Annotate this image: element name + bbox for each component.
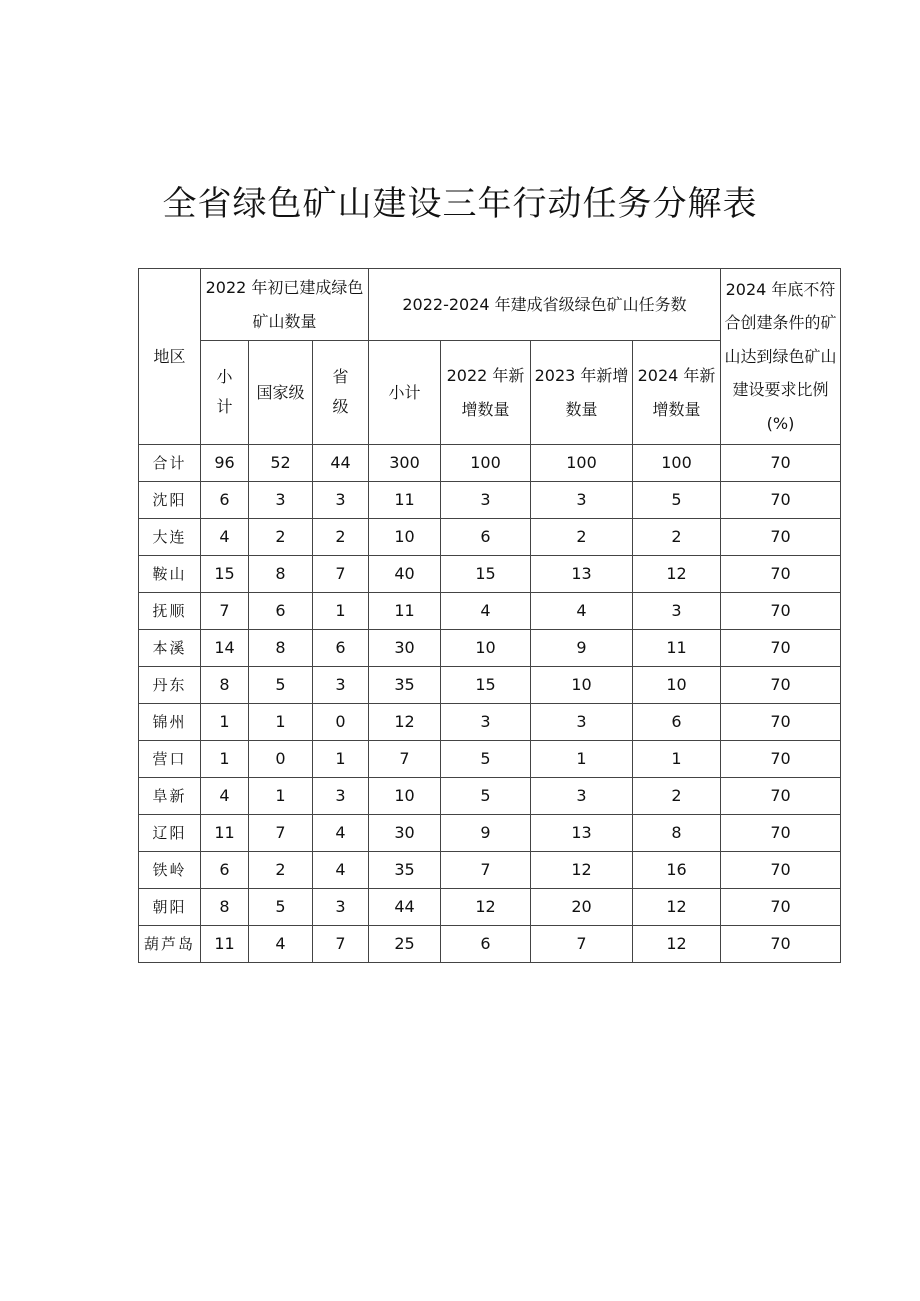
cell-region: 铁岭 <box>139 852 201 889</box>
cell-ratio: 70 <box>721 926 841 963</box>
cell-existing-subtotal: 96 <box>201 445 249 482</box>
cell-region: 锦州 <box>139 704 201 741</box>
cell-task-subtotal: 30 <box>369 815 441 852</box>
cell-region: 沈阳 <box>139 482 201 519</box>
cell-region: 合计 <box>139 445 201 482</box>
cell-provincial: 3 <box>313 667 369 704</box>
cell-provincial: 3 <box>313 889 369 926</box>
cell-task-subtotal: 35 <box>369 667 441 704</box>
cell-national: 1 <box>249 704 313 741</box>
cell-existing-subtotal: 15 <box>201 556 249 593</box>
cell-new-2024: 12 <box>633 926 721 963</box>
header-region: 地区 <box>139 269 201 445</box>
cell-existing-subtotal: 11 <box>201 815 249 852</box>
cell-new-2023: 13 <box>531 815 633 852</box>
cell-national: 2 <box>249 852 313 889</box>
cell-existing-subtotal: 1 <box>201 704 249 741</box>
cell-new-2022: 7 <box>441 852 531 889</box>
table-row <box>139 630 841 667</box>
table-row <box>139 556 841 593</box>
cell-region: 抚顺 <box>139 593 201 630</box>
cell-ratio: 70 <box>721 556 841 593</box>
header-existing-provincial <box>313 341 369 445</box>
cell-region: 丹东 <box>139 667 201 704</box>
header-existing-national: 国家级 <box>249 341 313 445</box>
table-row <box>139 667 841 704</box>
header-task-2022: 2022 年新增数量 <box>441 341 531 445</box>
cell-new-2024: 11 <box>633 630 721 667</box>
cell-existing-subtotal: 4 <box>201 778 249 815</box>
cell-national: 6 <box>249 593 313 630</box>
cell-new-2024: 12 <box>633 556 721 593</box>
cell-national: 8 <box>249 630 313 667</box>
cell-new-2024: 10 <box>633 667 721 704</box>
cell-new-2023: 13 <box>531 556 633 593</box>
cell-existing-subtotal: 11 <box>201 926 249 963</box>
task-breakdown-table <box>138 268 841 963</box>
cell-task-subtotal: 44 <box>369 889 441 926</box>
cell-national: 52 <box>249 445 313 482</box>
cell-new-2022: 12 <box>441 889 531 926</box>
cell-new-2023: 3 <box>531 778 633 815</box>
header-task-2024: 2024 年新增数量 <box>633 341 721 445</box>
cell-task-subtotal: 11 <box>369 482 441 519</box>
header-task-2023: 2023 年新增数量 <box>531 341 633 445</box>
cell-new-2024: 2 <box>633 519 721 556</box>
cell-provincial: 0 <box>313 704 369 741</box>
cell-ratio: 70 <box>721 593 841 630</box>
cell-ratio: 70 <box>721 778 841 815</box>
header-existing-provincial-label: 省级 <box>332 366 349 416</box>
cell-new-2022: 6 <box>441 926 531 963</box>
cell-task-subtotal: 30 <box>369 630 441 667</box>
table-row <box>139 445 841 482</box>
cell-new-2022: 3 <box>441 704 531 741</box>
cell-ratio: 70 <box>721 741 841 778</box>
cell-new-2024: 3 <box>633 593 721 630</box>
cell-provincial: 6 <box>313 630 369 667</box>
cell-ratio: 70 <box>721 630 841 667</box>
cell-new-2022: 5 <box>441 741 531 778</box>
cell-region: 本溪 <box>139 630 201 667</box>
cell-task-subtotal: 35 <box>369 852 441 889</box>
cell-task-subtotal: 300 <box>369 445 441 482</box>
table-row <box>139 704 841 741</box>
cell-task-subtotal: 40 <box>369 556 441 593</box>
header-ratio: 2024 年底不符合创建条件的矿山达到绿色矿山建设要求比例(%) <box>721 269 841 445</box>
cell-ratio: 70 <box>721 482 841 519</box>
table-row <box>139 741 841 778</box>
cell-new-2022: 15 <box>441 667 531 704</box>
cell-new-2022: 3 <box>441 482 531 519</box>
cell-new-2024: 16 <box>633 852 721 889</box>
cell-task-subtotal: 10 <box>369 778 441 815</box>
cell-national: 5 <box>249 667 313 704</box>
table-row <box>139 593 841 630</box>
table-row <box>139 482 841 519</box>
cell-new-2022: 9 <box>441 815 531 852</box>
cell-new-2024: 6 <box>633 704 721 741</box>
header-task-group: 2022-2024 年建成省级绿色矿山任务数 <box>369 269 721 341</box>
cell-existing-subtotal: 1 <box>201 741 249 778</box>
header-existing-subtotal <box>201 341 249 445</box>
cell-national: 2 <box>249 519 313 556</box>
cell-new-2023: 20 <box>531 889 633 926</box>
cell-national: 0 <box>249 741 313 778</box>
cell-new-2024: 8 <box>633 815 721 852</box>
cell-provincial: 7 <box>313 926 369 963</box>
cell-new-2024: 12 <box>633 889 721 926</box>
cell-existing-subtotal: 8 <box>201 889 249 926</box>
table-row <box>139 889 841 926</box>
cell-new-2023: 4 <box>531 593 633 630</box>
cell-new-2022: 100 <box>441 445 531 482</box>
cell-new-2022: 5 <box>441 778 531 815</box>
cell-ratio: 70 <box>721 667 841 704</box>
cell-new-2024: 2 <box>633 778 721 815</box>
cell-new-2023: 2 <box>531 519 633 556</box>
cell-new-2023: 3 <box>531 704 633 741</box>
cell-provincial: 7 <box>313 556 369 593</box>
cell-provincial: 3 <box>313 778 369 815</box>
header-task-subtotal: 小计 <box>369 341 441 445</box>
cell-new-2022: 4 <box>441 593 531 630</box>
cell-task-subtotal: 12 <box>369 704 441 741</box>
cell-new-2022: 6 <box>441 519 531 556</box>
cell-task-subtotal: 7 <box>369 741 441 778</box>
cell-existing-subtotal: 8 <box>201 667 249 704</box>
cell-ratio: 70 <box>721 852 841 889</box>
cell-existing-subtotal: 7 <box>201 593 249 630</box>
cell-national: 8 <box>249 556 313 593</box>
cell-ratio: 70 <box>721 519 841 556</box>
cell-new-2024: 1 <box>633 741 721 778</box>
cell-new-2023: 1 <box>531 741 633 778</box>
cell-national: 5 <box>249 889 313 926</box>
cell-new-2023: 100 <box>531 445 633 482</box>
cell-region: 阜新 <box>139 778 201 815</box>
cell-new-2023: 7 <box>531 926 633 963</box>
table-row <box>139 926 841 963</box>
cell-ratio: 70 <box>721 815 841 852</box>
cell-task-subtotal: 11 <box>369 593 441 630</box>
cell-new-2024: 100 <box>633 445 721 482</box>
cell-task-subtotal: 25 <box>369 926 441 963</box>
cell-region: 朝阳 <box>139 889 201 926</box>
cell-region: 大连 <box>139 519 201 556</box>
cell-new-2022: 15 <box>441 556 531 593</box>
cell-region: 葫芦岛 <box>139 926 201 963</box>
cell-national: 4 <box>249 926 313 963</box>
cell-provincial: 44 <box>313 445 369 482</box>
cell-region: 营口 <box>139 741 201 778</box>
table-row <box>139 778 841 815</box>
cell-new-2023: 12 <box>531 852 633 889</box>
table-row <box>139 519 841 556</box>
cell-new-2024: 5 <box>633 482 721 519</box>
cell-provincial: 2 <box>313 519 369 556</box>
cell-existing-subtotal: 4 <box>201 519 249 556</box>
cell-new-2022: 10 <box>441 630 531 667</box>
cell-provincial: 1 <box>313 741 369 778</box>
cell-provincial: 4 <box>313 852 369 889</box>
cell-ratio: 70 <box>721 889 841 926</box>
table-body <box>139 445 841 963</box>
cell-provincial: 4 <box>313 815 369 852</box>
cell-new-2023: 3 <box>531 482 633 519</box>
cell-provincial: 3 <box>313 482 369 519</box>
cell-existing-subtotal: 14 <box>201 630 249 667</box>
cell-existing-subtotal: 6 <box>201 852 249 889</box>
table-row <box>139 815 841 852</box>
cell-provincial: 1 <box>313 593 369 630</box>
table-row <box>139 852 841 889</box>
cell-national: 1 <box>249 778 313 815</box>
header-existing-subtotal-label: 小计 <box>216 366 233 416</box>
cell-existing-subtotal: 6 <box>201 482 249 519</box>
cell-national: 7 <box>249 815 313 852</box>
document-title: 全省绿色矿山建设三年行动任务分解表 <box>162 184 758 224</box>
cell-new-2023: 9 <box>531 630 633 667</box>
header-row-1 <box>139 269 841 341</box>
cell-task-subtotal: 10 <box>369 519 441 556</box>
cell-region: 辽阳 <box>139 815 201 852</box>
header-existing-group: 2022 年初已建成绿色矿山数量 <box>201 269 369 341</box>
cell-ratio: 70 <box>721 704 841 741</box>
cell-ratio: 70 <box>721 445 841 482</box>
cell-region: 鞍山 <box>139 556 201 593</box>
cell-national: 3 <box>249 482 313 519</box>
cell-new-2023: 10 <box>531 667 633 704</box>
